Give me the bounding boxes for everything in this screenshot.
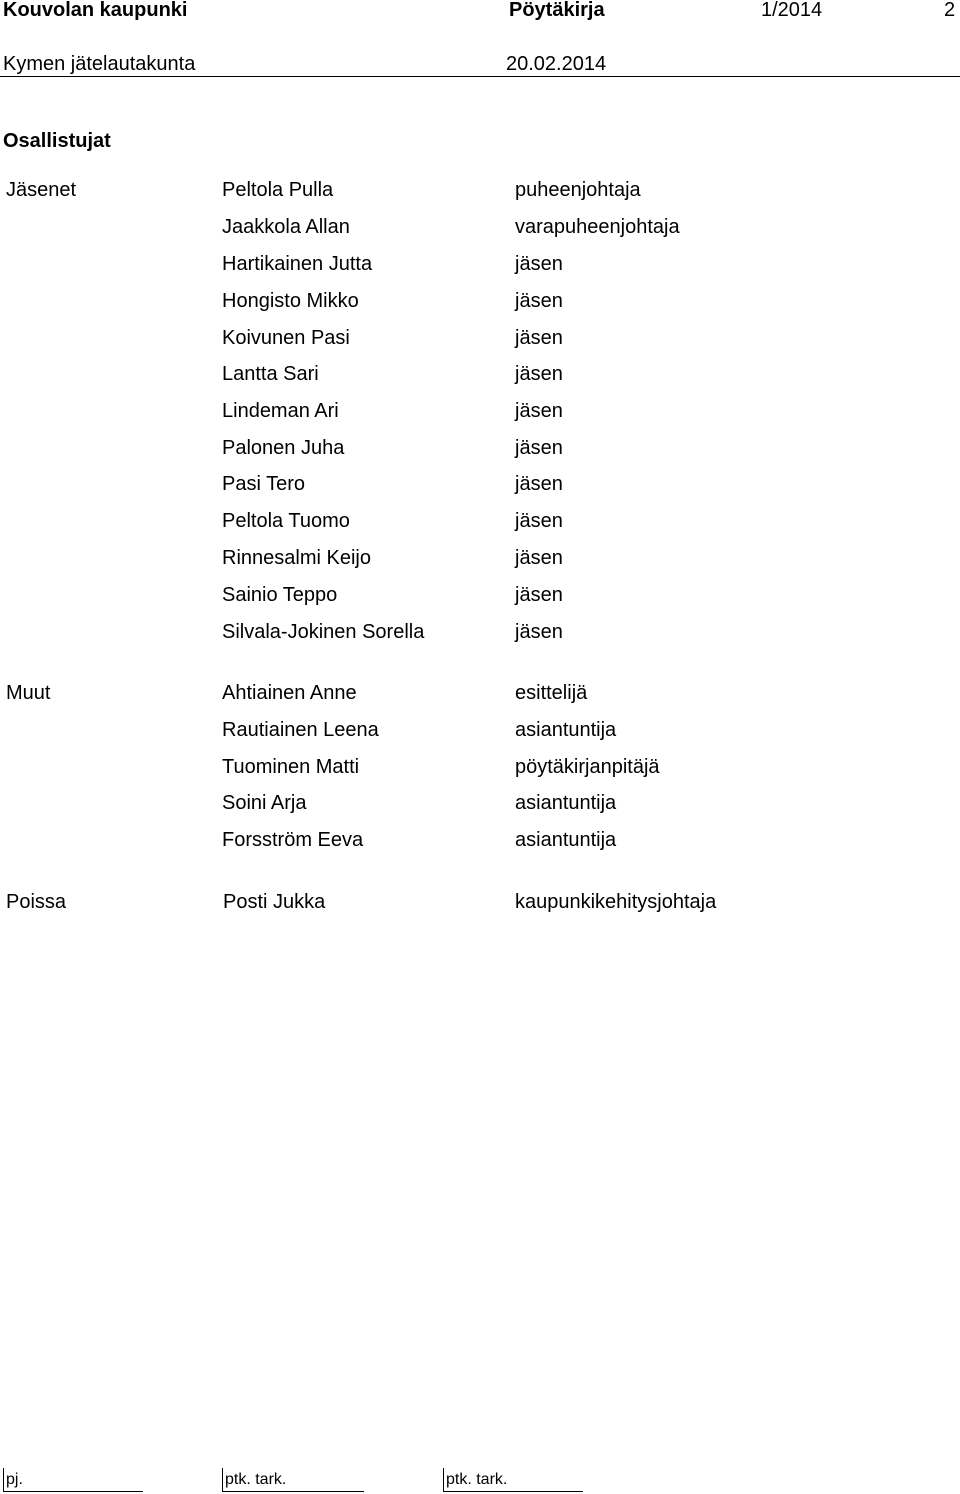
participant-role: jäsen	[515, 327, 563, 349]
page-number: 2	[944, 0, 956, 21]
participant-role: puheenjohtaja	[515, 179, 641, 201]
participant-role: asiantuntija	[515, 719, 617, 741]
participant-name: Peltola Pulla	[222, 179, 334, 201]
participant-role: kaupunkikehitysjohtaja	[515, 891, 717, 913]
header-divider	[0, 76, 960, 77]
participant-name: Ahtiainen Anne	[222, 682, 357, 704]
participant-name: Hartikainen Jutta	[222, 253, 373, 275]
participant-role: jäsen	[515, 510, 563, 532]
participant-name: Lindeman Ari	[222, 400, 339, 422]
signature-chair: pj.	[3, 1468, 143, 1492]
participant-role: jäsen	[515, 290, 563, 312]
participant-role: jäsen	[515, 253, 563, 275]
participant-role: asiantuntija	[515, 829, 617, 851]
participant-name: Lantta Sari	[222, 363, 319, 385]
participant-role: jäsen	[515, 547, 563, 569]
participant-role: jäsen	[515, 437, 563, 459]
meeting-date: 20.02.2014	[506, 53, 607, 75]
participant-name: Koivunen Pasi	[222, 327, 350, 349]
organization-name: Kouvolan kaupunki	[3, 0, 188, 21]
document-type: Pöytäkirja	[509, 0, 605, 21]
signature-minutes-checker-1: ptk. tark.	[222, 1468, 364, 1492]
participant-name: Soini Arja	[222, 792, 307, 814]
participant-role: jäsen	[515, 473, 563, 495]
signature-minutes-checker-2: ptk. tark.	[443, 1468, 583, 1492]
group-label-absent: Poissa	[6, 891, 67, 913]
committee-name: Kymen jätelautakunta	[3, 53, 196, 75]
group-label-members: Jäsenet	[6, 179, 77, 201]
participant-name: Pasi Tero	[222, 473, 306, 495]
participant-role: jäsen	[515, 621, 563, 643]
protocol-number: 1/2014	[761, 0, 823, 21]
participants-title: Osallistujat	[3, 130, 111, 152]
participant-name: Sainio Teppo	[222, 584, 338, 606]
participant-name: Hongisto Mikko	[222, 290, 359, 312]
participant-name: Peltola Tuomo	[222, 510, 350, 532]
participant-name: Forsström Eeva	[222, 829, 364, 851]
participant-role: asiantuntija	[515, 792, 617, 814]
participant-role: esittelijä	[515, 682, 588, 704]
participant-role: jäsen	[515, 400, 563, 422]
participant-name: Tuominen Matti	[222, 756, 360, 778]
participant-name: Rinnesalmi Keijo	[222, 547, 371, 569]
participant-name: Rautiainen Leena	[222, 719, 379, 741]
participant-name: Palonen Juha	[222, 437, 345, 459]
group-label-others: Muut	[6, 682, 51, 704]
participant-name: Jaakkola Allan	[222, 216, 350, 238]
participant-name: Silvala-Jokinen Sorella	[222, 621, 425, 643]
participant-role: jäsen	[515, 363, 563, 385]
participant-role: varapuheenjohtaja	[515, 216, 680, 238]
participant-name: Posti Jukka	[223, 891, 326, 913]
participant-role: pöytäkirjanpitäjä	[515, 756, 660, 778]
participant-role: jäsen	[515, 584, 563, 606]
